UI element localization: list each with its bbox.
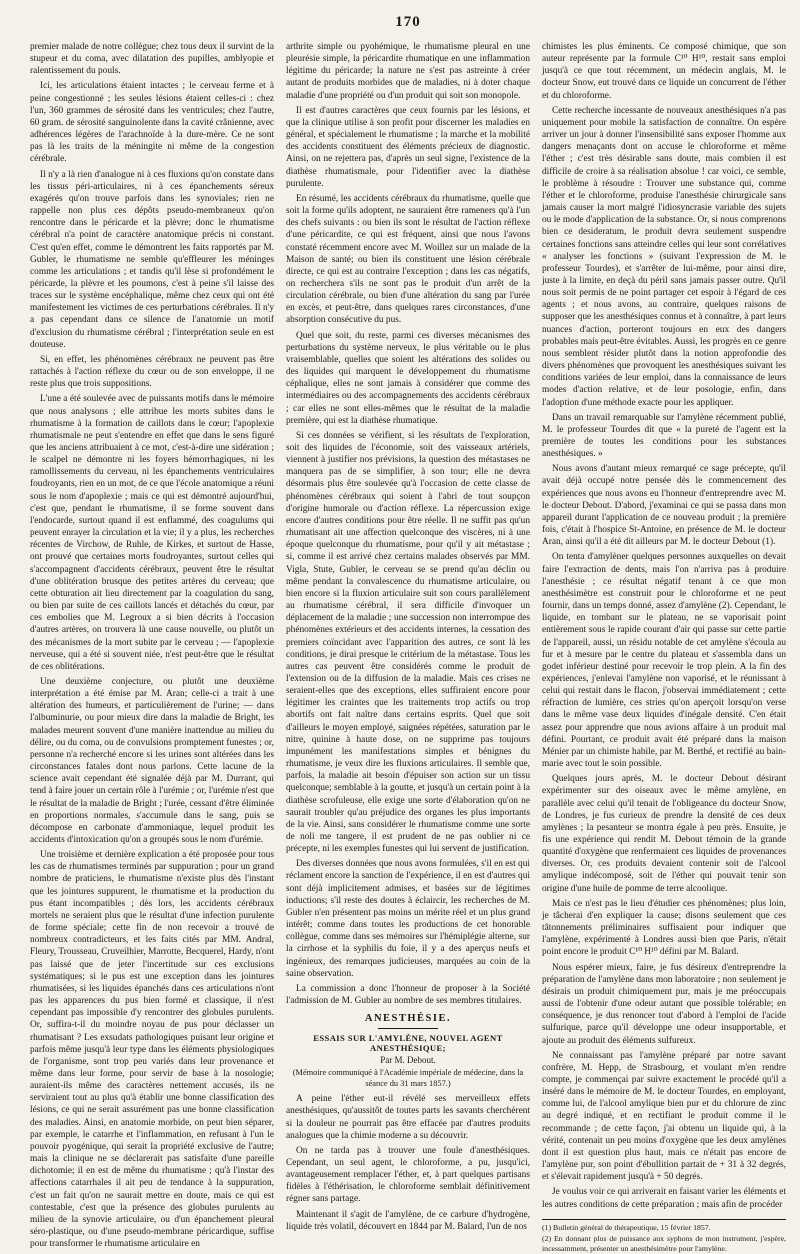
section-title: ANESTHÉSIE. — [364, 1013, 452, 1025]
paragraph: Il n'y a là rien d'analogue ni à ces fluxions qu'on constate dans les tissus péri-articulaires, ni à ces épanchements séreux exagérés qu'on trouve parfois dans les synoviales; rien ne rappelle non plus ces dépôts pseudo-membraneux qu'on rencontre dans le péricarde et la plèvre; donc le rhumatisme cérébral n'a point de caractère anatomique précis ni constant. C'est qu'en effet, comme le démontrent les faits rapportés par M. Gubler, le rhumatisme ne semble qu'effleurer les méninges comme les articulations ; et tandis qu'il lèse si profondément le péricarde, la plèvre et les poumons, c'est à peine s'il laisse des traces sur le système encéphalique, même chez ceux qui ont été manifestement les victimes de ces perturbations cérébrales. Il n'y a pas cependant dans ce silence de l'anatomie un motif d'exclusion du rhumatisme cérébral ; l'interprétation seule en est douteuse. — [30, 169, 274, 350]
footnotes — [542, 1219, 786, 1254]
paragraph: arthrite simple ou pyohémique, le rhumatisme pleural en une pleurésie simple, la péricardite rhumatique en une inflammation légitime du péricarde; la nature ne s'est pas astreinte à créer autant de produits morbides que de maladies, ni à doter chaque maladie d'une propriété ou d'un produit qui soit son monopole. — [286, 42, 530, 101]
text-columns — [30, 41, 786, 1253]
page-number: 170 — [395, 14, 421, 30]
paragraph: Cette recherche incessante de nouveaux anesthésiques n'a pas uniquement pour mobile la satisfaction de connaître. On espère arriver un jour à donner l'insensibilité sans exposer l'homme aux dangers menaçants dont on accuse le chloroforme et même l'éther ; c'est très désirable sans doute, mais combien il est difficile de croire à sa réalisation absolue ! car voici, ce semble, le problème à résoudre : Trouver une substance qui, comme l'éther et le chloroforme, produise l'anesthésie chirurgicale sans jamais causer la mort malgré l'idiosyncrasie variable des sujets ou le mode d'application de la substance. Or, si nous comprenons bien ce desideratum, le produit devra seulement suspendre certaines fonctions sans atteindre celles qui leur sont corrélatives « analyser les fonctions » (suivant l'expression de M. le professeur Tourdes), et s'arrêter de lui-même, pour ainsi dire, juste à la limite, en deçà du péril sans jamais passer outre. Qu'il nous soit permis de ne point partager cet espoir à l'égard de ces agents ; et nous avons, au contraire, quelques raisons de supposer que les anesthésiques connus et à connaître, à part leurs nuances d'action, porteront toujours en eux des dangers probables mais peut-être évitables. Aussi, les progrès en ce genre nous semblent résider plutôt dans la notion approfondie des divers phénomènes que provoquent les anesthésiques suivant les conditions variées de leur emploi, dans la connaissance de leurs modes d'action relative, et de leur posologie, enfin, dans l'adoption d'une méthode exacte pour les appliquer. — [542, 105, 786, 408]
paragraph: En résumé, les accidents cérébraux du rhumatisme, quelle que soit la forme qu'ils adoptent, ne sauraient être rameners qu'à l'un des chefs suivants : ou bien ils sont le résultat de l'action réflexe d'une péricardite, ce qui est fréquent, ainsi que nous l'avons constaté récemment encore avec M. Woillez sur un malade de la Maison de santé; ou bien ils constituent une lésion cérébrale directe, ce qui est au contraire l'exception ; dans les cas négatifs, on recherchera s'ils ne sont pas le produit d'un arrêt de la circulation cérébrale, ou bien d'une altération du sang par l'urée en excès, et peut-être, dans quelques rares circonstances, d'une absorption consécutive du pus. — [286, 193, 530, 326]
column-middle — [286, 41, 530, 1232]
paragraph: chimistes les plus éminents. Ce composé chimique, que son auteur représente par la formule C¹⁰ H¹⁰, restait sans emploi jusqu'à ce que tout récemment, un médecin anglais, M. le docteur Snow, eut trouvé dans ce liquide un concurrent de l'éther et du chloroforme. — [542, 42, 786, 101]
paragraph: A peine l'éther eut-il révélé ses merveilleux effets anesthésiques, qu'aussitôt de toutes parts les savants cherchèrent si la douleur ne pourrait pas être effacée par d'autres produits analogues que la chimie moderne a su découvrir. — [286, 1094, 530, 1141]
footnote: (2) En donnant plus de puissance aux syphons de mon instrument, j'espère, incessamment, présenter un anesthésimètre pour l'amylène. — [542, 1233, 786, 1253]
paragraph: Nous espérer mieux, faire, je fus désireux d'entreprendre la préparation de l'amylène dans mon laboratoire ; non seulement je désirais un produit chimiquement pur, mais je me préoccupais aussi de l'obtenir d'une odeur autant que possible tolérable; en conséquence, je dus renoncer tout d'abord à l'emploi de l'acide sulfurique, parce qu'il développe une odeur insupportable, et ajoute au produit des éléments sulfureux. — [542, 962, 786, 1046]
article-byline: Par M. Debout. — [380, 1055, 436, 1066]
column-right — [542, 41, 786, 1253]
paragraph: On tenta d'amylèner quelques personnes auxquelles on devait faire l'extraction de dents, mais l'on n'arriva pas à produire l'anesthésie ; ce résultat négatif tenant à ce que mon anesthésimètre est construit pour le chloroforme et ne peut fournir, dans un temps donné, assez d'amylène (2). Cependant, le liquide, en tombant sur le plateau, ne se vaporisait point entièrement sous le rapide courant d'air qui passe sur cette partie de l'appareil, aussi, un résidu notable de cet amylène s'écoula au fur et à mesure par le centre du plateau et s'assembla dans un godet inférieur destiné pour recevoir le trop plein. A la fin des expériences, j'enlevai l'amylène non vaporisé, et le réunissant à celui qui restait dans le flacon, j'observai immédiatement ; cette réfraction de lumière, ces stries qu'on aperçoit lorsqu'on verse dans le même vase deux liquides d'inégale densité. C'en était assez pour apprendre que nous avions affaire à un produit mal défini. Pourtant, ce produit avait été préparé dans la maison Ménier par un chimiste habile, par M. Berthé, et rectifié au bain-marie avec tout le soin possible. — [542, 552, 786, 770]
article-body — [286, 1093, 530, 1233]
paragraph: Ici, les articulations étaient intactes ; le cerveau ferme et à peine congestionné ; les seules lésions étaient celles-ci : chez l'un, 360 grammes de sérosité dans les ventricules; chez l'autre, 60 gram. de sérosité sanguinolente dans la cavité crânienne, avec adhérences légères de l'arachnoïde à la dure-mère. Ce ne sont pas là les traits de la méningite ni même de la congestion cérébrale. — [30, 81, 274, 165]
paragraph: Ne connaissant pas l'amylène préparé par notre savant confrère, M. Hepp, de Strasbourg, et voulant m'en rendre compte, je commençai par suivre exactement le procédé qu'il a inséré dans le mémoire de M. le docteur Tourdes, en employant, comme lui, de l'alcool amylique bien pur et du chlorure de zinc au degré indiqué, et en rectifiant le produit comme il le recommande ; de cette façon, j'ai obtenu un liquide qui, à la vérité, contenait un peu moins d'oxygène que les deux amylènes dont il est question plus haut, mais ce n'était pas encore de l'amylène pur, son point d'ébullition partait de + 31 à 32 degrés, et s'élevait rapidement jusqu'à + 50 degrés. — [542, 1050, 786, 1183]
column-middle-body — [286, 41, 530, 1007]
paragraph: Une deuxième conjecture, ou plutôt une deuxième interprétation a été émise par M. Aran; celle-ci a trait à une altération des humeurs, et particulièrement de l'urine; — dans l'albuminurie, ou pour mieux dire dans la maladie de Bright, les malades meurent souvent d'une manière inattendue au milieu du délire, ou du coma, ou de convulsions promptement funestes ; or, personne n'a recherché encore si les urines sont altérées dans les circonstances fatales dont nous parlons. Cette lacune de la science avait cependant été signalée déjà par M. Durrant, qui tend à faire jouer un certain rôle à l'urémie ; or, l'urémie n'est que le résultat de la maladie de Bright ; l'urée, cessant d'être éliminée en proportions normales, s'accumule dans le sang, puis se décompose en carbonate d'ammoniaque, lequel produit les accidents d'intoxication qu'on a groupés sous le nom d'urémie. — [30, 676, 274, 845]
paragraph: Quelques jours après, M. le docteur Debout désirant expérimenter sur des oiseaux avec le même amylène, en parallèle avec celui qu'il tenait de l'obligeance du docteur Snow, de Londres, je fus curieux de prendre la densité de ces deux amylènes ; la pesanteur se montra égale à peu près. Ensuite, je fis une expérience qui rendit M. Debout témoin de la grande quantité d'oxygène que renfermaient ces liquides de provenances diverses. Or, ces produits devaient contenir soit de l'alcool amylique indécomposé, soit de l'éther qui pouvait tenir son origine d'une huile de pomme de terre alcoolique. — [542, 774, 786, 894]
article-note: (Mémoire communiqué à l'Académie impériale de médecine, dans la séance du 31 mars 1857.) — [292, 1068, 524, 1089]
paragraph: Si ces données se vérifient, si les résultats de l'exploration, soit des liquides de l'économie, soit des vaisseaux artériels, viennent à justifier nos prévisions, la question des métastases ne manquera pas de se simplifier, à son tour; elle ne devra désormais plus être soulevée qu'à l'occasion de cette classe de phénomènes cérébraux qui soient à l'abri de tout soupçon d'origine humorale ou d'action réflexe. La répercussion exige encore d'autres conditions pour être réelle. Il ne suffit pas qu'un rhumatisant ait une affection quelconque des viscères, ni à une époque quelconque du rhumatisme, pour qu'il y ait métastase ; si, comme il est arrivé chez certains malades observés par MM. Vigla, Stute, Gubler, le cerveau se se prend qu'au déclin ou même pendant la convalescence du rhumatisme articulaire, ou bien encore si la fluxion articulaire suit son cours parallèlement au rhumatisme cérébral, il sera difficile d'invoquer un déplacement de la maladie ; une succession non interrompue des phénomènes extérieurs et des accidents internes, la cessation des premiers coïncidant avec l'apparition des autres, ce sont là les conditions, je dirai presque le critérium de la métastase. Tous les autres cas peuvent être considérés comme le produit de l'extension ou de la diffusion de la maladie. Mais ces crises ne seraient-elles que des exceptions, elles suffiraient encore pour légitimer les craintes que les traitements trop actifs ou trop abortifs ont fait naître dans certains esprits. Quel que soit d'ailleurs le moyen employé, saignées répétées, saturation par le nitre, quinine à haute dose, on ne supprime pas toujours impunément les manifestations simples et bénignes du rhumatisme, je veux dire les fluxions articulaires. Il semble que, parfois, la maladie ait besoin d'épuiser son action sur un tissu quelconque; semblable à la goutte, et jusqu'à un certain point à la diathèse scrofuleuse, elle exige une sorte d'élaboration qu'on ne saurait troubler qu'au préjudice des organes les plus importants de la vie. Ainsi, sans considérer le rhumatisme comme une sorte de noli me tangere, il est prudent de ne pas oublier ni ce précepte, ni les exemples funestes qui lui servent de justification. — [286, 430, 530, 855]
column-left — [30, 41, 274, 1250]
paragraph: On ne tarda pas à trouver une foule d'anesthésiques. Cependant, un seul agent, le chloroforme, a pu, jusqu'ici, avantageusement remplacer l'éther, et, à part quelques partisans fidèles à l'éthérisation, le chloroforme semblait définitivement régner sans partage. — [286, 1145, 530, 1205]
paragraph: Mais ce n'est pas le lieu d'étudier ces phénomènes; plus loin, je tâcherai d'en expliquer la cause; disons seulement que ces tâtonnements préliminaires suffisaient pour indiquer que l'amylène, expérimenté à Londres aussi bien que Paris, n'était point encore le produit C¹⁰ H¹⁰ défini par M. Balard. — [542, 898, 786, 958]
paragraph: Je voulus voir ce qui arriverait en faisant varier les éléments et les autres conditions de cette préparation ; mais afin de procéder — [542, 1187, 786, 1210]
paragraph: Des diverses données que nous avons formulées, s'il en est qui réclament encore la sanction de l'expérience, il en est d'autres qui sont déjà implicitement admises, et basées sur de légitimes inductions; s'il reste des doutes à éclaircir, les recherches de M. Gubler n'en présentent pas moins un mérite réel et un plus grand intérêt; comme dans toutes les productions de cet honorable collègue, comme dans ses mémoires sur l'hémiplégie alterne, sur la cirrhose et la syphilis du foie, il y a des aperçus neufs et ingénieux, des remarques judicieuses, marquées au coin de la saine observation. — [286, 859, 530, 979]
paragraph: La commission a donc l'honneur de proposer à la Société l'admission de M. Gubler au nombre de ses membres titulaires. — [286, 983, 530, 1007]
paragraph: Quel que soit, du reste, parmi ces diverses mécanismes des perturbations du système nerveux, le plus véritable ou le plus vraisemblable, quelles que soient les altérations des solides ou des liquides qui marquent le développement du rhumatisme céphalique, elles ne sont jamais à considérer que comme des intermédiaires ou des accompagnements des accidents cérébraux ; car elles ne sont elles-mêmes que le résultat de la maladie première, qui est la diathèse rhumatique. — [286, 330, 530, 426]
column-right-body — [542, 41, 786, 1211]
paragraph: Si, en effet, les phénomènes cérébraux ne peuvent pas être rattachés à l'action réflexe du cœur ou de son enveloppe, il ne reste plus que trois suppositions. — [30, 354, 274, 390]
footnote: (1) Bulletin général de thérapeutique, 15 février 1857. — [542, 1222, 711, 1232]
paragraph: Il est d'autres caractères que ceux fournis par les lésions, et que la clinique utilise à son profit pour discerner les maladies en général, et spécialement le rhumatisme ; la marche et la mobilité des accidents constituent des éléments précieux de diagnostic. Ainsi, on ne rejettera pas, d'après un seul signe, l'existence de la diathèse rhumatismale, pour l'identifier avec la diathèse purulente. — [286, 105, 530, 189]
paragraph: L'une a été soulevée avec de puissants motifs dans le mémoire que nous analysons ; elle attribue les morts subites dans le rhumatisme à la formation de caillots dans le cœur; l'apoplexie rhumatismale ne peut s'entendre en effet que dans le sens figuré que les anciens attribuaient à ce mot, c'est-à-dire une sidération ; le scalpel ne démontre ni les foyers hémorrhagiques, ni les ramollissements du cerveau, ni les épanchements ventriculaires foudroyants, rien en un mot, de ce que l'école anatomique a réuni sous le nom d'apoplexie ; mais ce qui est démontré aujourd'hui, c'est que, pendant le rhumatisme, il se forme souvent dans l'endocarde, surtout quand il est enflammé, des coagulums qui peuvent enrayer la circulation et la vie; il y a plus, les recherches récentes de Virchow, de Ruhle, de Kirkes, et surtout de Hasse, ont prouvé que certaines morts foudroyantes, surtout celles qui s'accompagnent d'accidents cérébraux, peuvent être le résultat d'une oblitération brusque des petites artères du cerveau; que cette obturation ait lieu directement par la coagulation du sang, ou bien par suite de ces caillots lancés et détachés du cœur, par ces embolies que M. Legroux a si bien décrits à l'occasion d'autres artères, on trouvera là une cause nouvelle, ou plutôt un des mécanismes de la mort subite par le cerveau ; — l'apoplexie nerveuse, qui a été si souvent niée, n'est peut-être que le résultat de ces oblitérations. — [30, 394, 274, 672]
title-rule — [378, 1028, 438, 1029]
paragraph: Une troisième et dernière explication a été proposée pour tous les cas de rhumatismes terminés par suppuration ; pour un grand nombre de praticiens, le rhumatisme n'existe plus dès l'instant que les jointures suppurent, le rhumatisme et la production du pus étant incompatibles ; dès lors, les accidents cérébraux mortels ne seraient plus que le résultat d'une infection purulente de forme spéciale; cette fin de non recevoir a trouvé de nombreux contradicteurs, et les faits cités par MM. Andral, Fleury, Trousseau, Cruveilhier, Marrotte, Becquerel, Hardy, n'ont pas laissé que de jeter l'incertitude sur ces exclusions systématiques; si le pus est une exception dans les jointures rhumatisées, si les liquides épanchés dans ces articulations n'ont pas les apparences du pus bien formé et classique, il n'est cependant pas impossible d'y rencontrer des globules purulents. Or, suffira-t-il du moindre noyau de pus pour déclasser un rhumatisant ? Les exsudats pathologiques puisant leur origine et parfois même jusqu'à leur type dans les éléments physiologiques de l'organisme, sont trop peu variés dans leur provenance et même dans leur forme, pour servir de base à la nosologie; auraient-ils même des caractères nettement accusés, ils ne serviraient tout au plus qu'à établir une bonne classification des lésions, ce qui ne serait assurément pas une bonne classification des maladies. Ainsi, en anatomie morbide, on peut bien séparer, par exemple, le catarrhe et l'inflammation, en refusant à l'un le pouvoir pyogénique, qui serait la propriété exclusive de l'autre; mais la clinique ne se déclarerait pas satisfaite d'une pareille dichotomie; il en est de même du rhumatisme ; qu'à l'instar des affections catarrhales il ait peu de tendance à la suppuration, c'est un fait qu'on ne saurait mettre en doute, mais ce qui est contestable, c'est que la présence des globules purulents au milieu de la synovie articulaire, ou d'un épanchement pleural séro-plastique, ou d'une pseudo-membrane péricardique, suffise pour transformer le rhumatisme articulaire en — [30, 850, 274, 1250]
paragraph: premier malade de notre collègue; chez tous deux il survint de la stupeur et du coma, avec dilatation des pupilles, amblyopie et ralentissement du pouls. — [30, 42, 274, 77]
paragraph: Maintenant il s'agit de l'amylène, de ce carbure d'hydrogène, liquide très volatil, découvert en 1844 par M. Balard, l'un de nos — [286, 1209, 530, 1232]
article-title: ESSAIS SUR L'AMYLÈNE, NOUVEL AGENT ANESTHÉSIQUE; — [313, 1033, 503, 1054]
paragraph: Dans un travail remarquable sur l'amylène récemment publié, M. le professeur Tourdes dit que « la pureté de l'agent est la première de toutes les conditions pour les substances anesthésiques. » — [542, 412, 786, 460]
paragraph: Nous avons d'autant mieux remarqué ce sage précepte, qu'il avait déjà occupé notre pensée dès le commencement des expériences que nous avons eu l'honneur d'entreprendre avec M. le docteur Debout. D'abord, j'examinai ce qui se passa dans mon appareil durant l'application de ce nouveau produit ; la première fois, c'était à l'hospice St-Antoine, en présence de M. le docteur Aran, ainsi qu'il a été dit ailleurs par M. le docteur Debout (1). — [542, 464, 786, 548]
